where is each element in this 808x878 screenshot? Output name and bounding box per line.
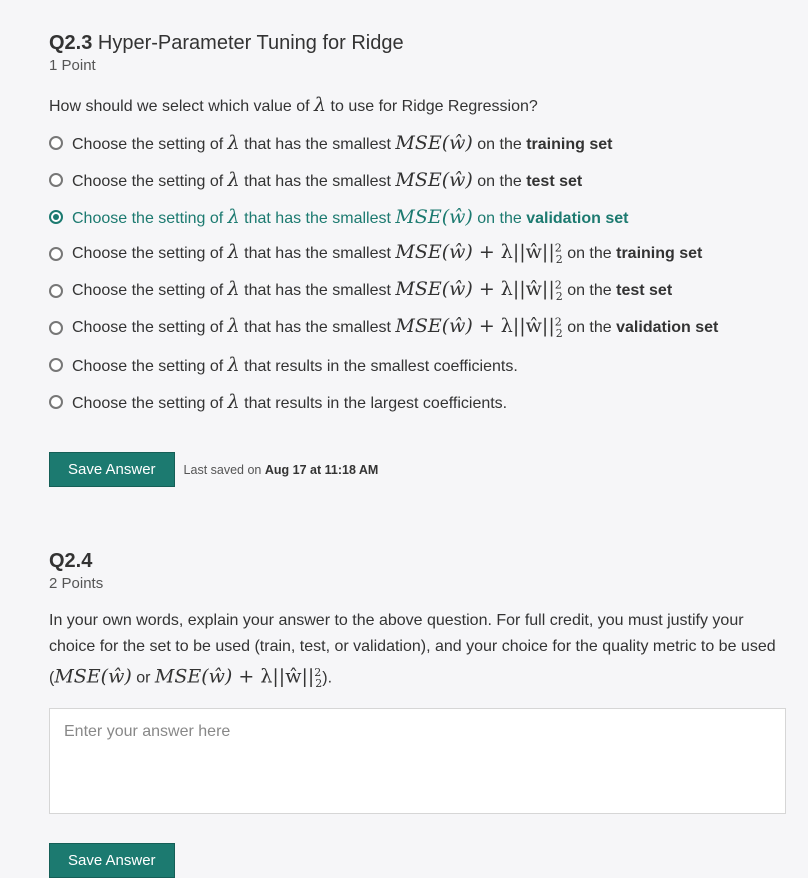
lambda-symbol: λ xyxy=(227,278,240,301)
answer-option[interactable] xyxy=(49,383,786,420)
regularizer-sub: 2 xyxy=(555,326,563,340)
option-dataset: validation set xyxy=(526,209,629,227)
option-text-mid: that has the smallest xyxy=(244,282,391,300)
radio-button[interactable] xyxy=(49,247,63,261)
option-text xyxy=(72,278,672,302)
option-text-pre: Choose the setting of xyxy=(72,172,224,190)
regularizer-expression: + λ||ŵ|| xyxy=(472,278,555,301)
option-dataset: test set xyxy=(526,172,583,190)
option-text-post: on the xyxy=(567,245,612,263)
option-text-post: on the xyxy=(567,319,612,337)
question-points: 1 Point xyxy=(49,57,96,74)
option-text-pre: Choose the setting of xyxy=(72,394,224,412)
answer-option[interactable] xyxy=(49,124,786,161)
option-text-pre: Choose the setting of xyxy=(72,209,224,227)
prompt-text: or xyxy=(136,669,151,687)
option-text xyxy=(72,391,507,413)
mse-expression: MSE(ŵ) xyxy=(395,205,473,228)
lambda-symbol: λ xyxy=(227,241,240,264)
option-text-mid: that has the smallest xyxy=(244,172,391,190)
option-text-post: on the xyxy=(477,135,522,153)
prompt-text: ). xyxy=(322,669,333,687)
regularizer-sup: 2 xyxy=(554,242,562,256)
save-answer-button[interactable]: Save Answer xyxy=(49,452,175,487)
radio-button[interactable] xyxy=(49,136,63,150)
option-text-mid: that results in the smallest coefficients. xyxy=(244,357,518,375)
last-saved-note xyxy=(184,463,379,477)
question-number: Q2.3 xyxy=(49,32,93,54)
option-text xyxy=(72,241,702,265)
answer-option[interactable] xyxy=(49,235,786,272)
question-2-4 xyxy=(49,548,786,878)
lambda-symbol: λ xyxy=(314,94,327,116)
question-points: 2 Points xyxy=(49,575,104,592)
option-dataset: training set xyxy=(616,245,703,263)
question-title xyxy=(49,548,786,574)
answer-textarea[interactable] xyxy=(49,708,786,814)
mse-expression: MSE(ŵ) xyxy=(154,665,233,688)
regularizer-expression: + λ||ŵ|| xyxy=(472,241,555,264)
mse-expression: MSE(ŵ) xyxy=(395,131,473,154)
option-text-pre: Choose the setting of xyxy=(72,282,224,300)
answer-option[interactable] xyxy=(49,198,786,235)
option-dataset: validation set xyxy=(616,319,719,337)
option-text xyxy=(72,169,582,191)
question-number: Q2.4 xyxy=(49,550,93,572)
regularizer-expression: + λ||ŵ|| xyxy=(232,665,315,688)
radio-button[interactable] xyxy=(49,321,63,335)
save-answer-button[interactable]: Save Answer xyxy=(49,843,175,878)
option-text-mid: that has the smallest xyxy=(244,135,391,153)
regularizer-sub: 2 xyxy=(555,289,563,303)
answer-option[interactable] xyxy=(49,309,786,346)
mse-expression: MSE(ŵ) xyxy=(395,315,473,338)
option-text-post: on the xyxy=(477,172,522,190)
option-text-pre: Choose the setting of xyxy=(72,357,224,375)
prompt-text: How should we select which value of xyxy=(49,98,310,115)
option-text xyxy=(72,206,628,228)
question-title xyxy=(49,30,786,56)
radio-button[interactable] xyxy=(49,173,63,187)
option-text-pre: Choose the setting of xyxy=(72,135,224,153)
mse-expression: MSE(ŵ) xyxy=(395,168,473,191)
option-text xyxy=(72,354,518,376)
mse-expression: MSE(ŵ) xyxy=(395,241,473,264)
option-text-pre: Choose the setting of xyxy=(72,245,224,263)
answer-option[interactable] xyxy=(49,346,786,383)
option-text-pre: Choose the setting of xyxy=(72,319,224,337)
regularizer-sub: 2 xyxy=(555,252,563,266)
option-dataset: test set xyxy=(616,282,673,300)
question-prompt xyxy=(49,608,786,697)
option-dataset: training set xyxy=(526,135,613,153)
answer-options xyxy=(49,124,786,420)
regularizer-sup: 2 xyxy=(554,316,562,330)
question-prompt xyxy=(49,94,786,116)
option-text-mid: that has the smallest xyxy=(244,245,391,263)
lambda-symbol: λ xyxy=(227,131,240,154)
regularizer-sup: 2 xyxy=(554,279,562,293)
radio-button[interactable] xyxy=(49,358,63,372)
prompt-text: In your own words, explain your answer to the above question. For full credit, you must justify your choice for the set to be used (train, test, or validation), and your choice for the quality metric to be used ( xyxy=(49,612,776,687)
radio-button[interactable] xyxy=(49,284,63,298)
option-text-post: on the xyxy=(477,209,522,227)
mse-expression: MSE(ŵ) xyxy=(54,665,132,688)
last-saved-label: Last saved on xyxy=(183,462,262,477)
lambda-symbol: λ xyxy=(227,353,240,376)
question-heading: Hyper-Parameter Tuning for Ridge xyxy=(97,32,404,54)
option-text-mid: that has the smallest xyxy=(244,319,391,337)
mse-expression: MSE(ŵ) xyxy=(395,278,473,301)
lambda-symbol: λ xyxy=(227,205,240,228)
answer-option[interactable] xyxy=(49,272,786,309)
lambda-symbol: λ xyxy=(227,168,240,191)
save-row xyxy=(49,452,786,487)
option-text-mid: that has the smallest xyxy=(244,209,391,227)
prompt-text: to use for Ridge Regression? xyxy=(330,98,538,115)
option-text-mid: that results in the largest coefficients. xyxy=(244,394,508,412)
radio-button[interactable] xyxy=(49,395,63,409)
lambda-symbol: λ xyxy=(227,390,240,413)
option-text-post: on the xyxy=(567,282,612,300)
regularizer-sup: 2 xyxy=(314,666,322,679)
last-saved-time: Aug 17 at 11:18 AM xyxy=(264,462,379,477)
answer-option[interactable] xyxy=(49,161,786,198)
lambda-symbol: λ xyxy=(227,315,240,338)
regularizer-expression: + λ||ŵ|| xyxy=(472,315,555,338)
option-text xyxy=(72,315,718,339)
regularizer-sub: 2 xyxy=(315,676,323,690)
question-2-3 xyxy=(49,30,786,487)
option-text xyxy=(72,132,612,154)
radio-button[interactable] xyxy=(49,210,63,224)
